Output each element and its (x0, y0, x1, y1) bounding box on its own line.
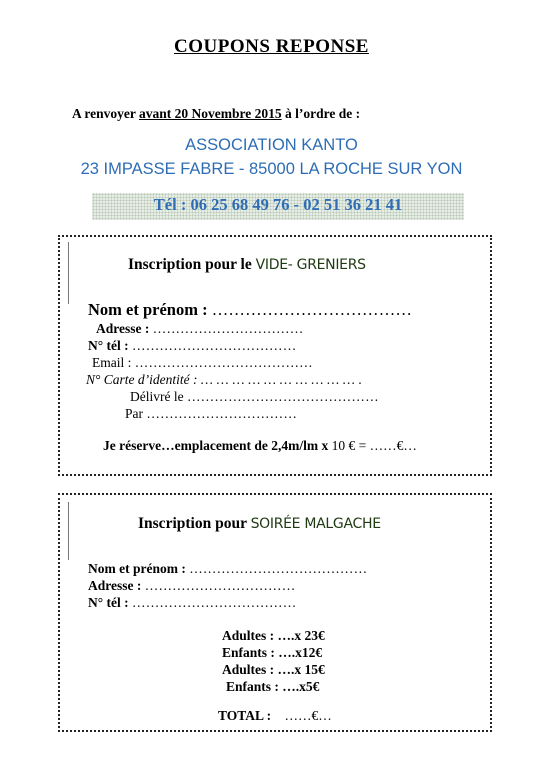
intro-line (72, 106, 360, 122)
soiree-adultes-23: Adultes : ….x 23€ (222, 628, 325, 643)
soiree-event-name: SOIRÉE MALGACHE (250, 516, 381, 532)
intro-before: A renvoyer (72, 106, 139, 121)
soiree-enfants-5: Enfants : ….x5€ (226, 679, 320, 694)
vg-reserve-label: Je réserve…emplacement de 2,4m/lm x (103, 438, 332, 453)
association-name: ASSOCIATION KANTO (185, 136, 358, 154)
vg-adresse-field (96, 321, 303, 337)
intro-after: à l’ordre de : (281, 106, 361, 121)
vg-par-dots: …………………………… (146, 406, 298, 421)
soiree-total-value: ……€… (284, 708, 332, 723)
soiree-heading-prefix: Inscription pour (138, 515, 251, 532)
soiree-enfants-12: Enfants : ….x12€ (222, 645, 323, 660)
soiree-heading (138, 515, 381, 533)
intro-deadline: avant 20 Novembre 2015 (139, 106, 282, 121)
soiree-tel-dots: ……………………………… (132, 595, 297, 610)
vg-nom-label: Nom et prénom : (88, 300, 212, 319)
vg-carte-field (86, 372, 362, 388)
page-title: COUPONS REPONSE (174, 36, 369, 57)
margin-rule (68, 242, 69, 304)
vide-greniers-heading (128, 256, 366, 274)
vg-tel-dots: ……………………………… (132, 338, 297, 353)
vg-email-label: Email : (92, 355, 135, 370)
soiree-total-line (218, 708, 332, 724)
vg-par-label: Par (125, 406, 147, 421)
vg-carte-label: N° Carte d’identité : (86, 372, 201, 387)
vg-nom-dots: ……………………………… (211, 300, 413, 319)
vg-adresse-dots: …………………………… (152, 321, 304, 336)
soiree-tel-field (88, 595, 296, 611)
vg-email-dots: ………………………………… (134, 355, 313, 370)
vg-reserve-calc: 10 € = ……€… (331, 438, 417, 453)
vg-tel-field (88, 338, 296, 354)
soiree-adultes-15: Adultes : ….x 15€ (222, 662, 325, 677)
soiree-adresse-field (88, 578, 295, 594)
margin-rule (68, 502, 69, 560)
vg-delivre-dots: …………………………………… (186, 389, 379, 404)
vg-delivre-label: Délivré le (130, 389, 187, 404)
vg-adresse-label: Adresse : (96, 321, 153, 336)
soiree-adresse-label: Adresse : (88, 578, 145, 593)
association-address: 23 IMPASSE FABRE - 85000 LA ROCHE SUR YON (80, 160, 463, 178)
vide-greniers-heading-prefix: Inscription pour le (128, 256, 256, 273)
vide-greniers-event-name: VIDE- GRENIERS (255, 257, 366, 273)
vg-nom-field (88, 300, 412, 320)
soiree-nom-field (88, 561, 367, 577)
soiree-nom-label: Nom et prénom : (88, 561, 190, 576)
soiree-total-label: TOTAL : (218, 708, 275, 723)
vg-reserve-line (103, 438, 417, 454)
association-tel: Tél : 06 25 68 49 76 - 02 51 36 21 41 (153, 195, 403, 214)
soiree-tel-label: N° tél : (88, 595, 133, 610)
soiree-adresse-dots: …………………………… (144, 578, 296, 593)
vg-email-field (92, 355, 313, 371)
soiree-nom-dots: ………………………………… (189, 561, 368, 576)
vg-tel-label: N° tél : (88, 338, 133, 353)
vg-carte-dots: … … … … … … … … … … . (200, 372, 363, 387)
vg-delivre-field (130, 389, 379, 405)
vg-par-field (125, 406, 297, 422)
